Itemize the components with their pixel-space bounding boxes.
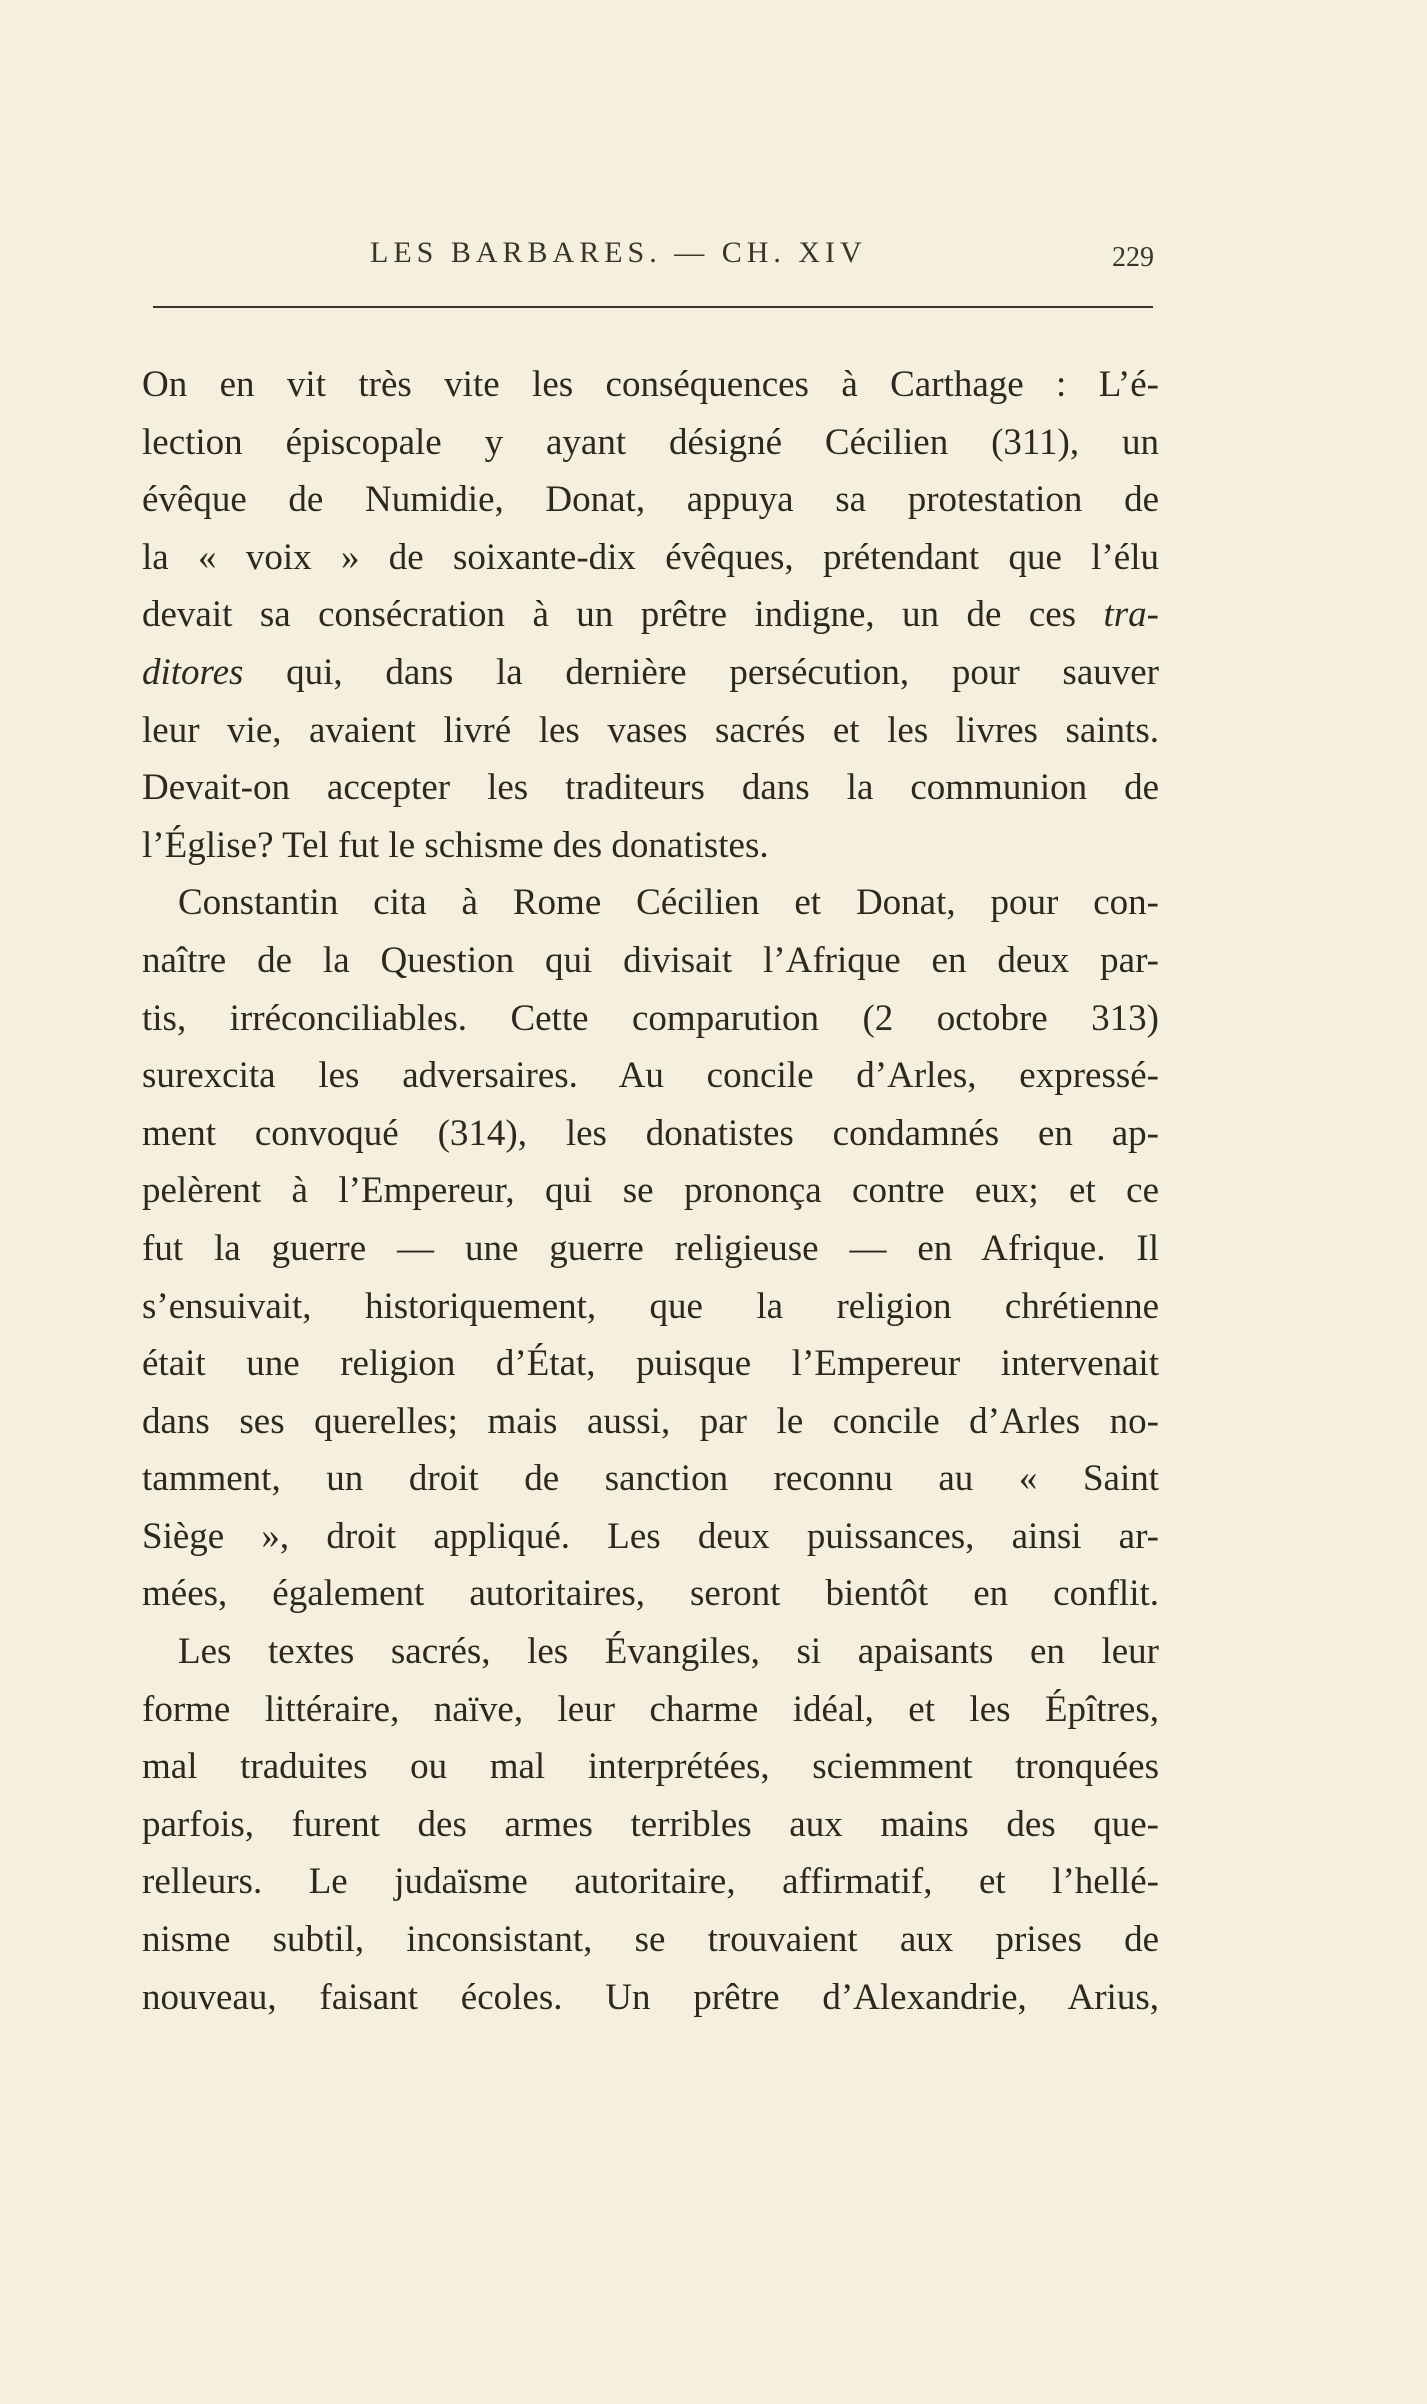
text-line: parfois, furent des armes terribles aux mains des que- (142, 1803, 1159, 1845)
text-line: mées, également autoritaires, seront bientôt en conflit. (142, 1573, 1159, 1615)
text-line: fut la guerre — une guerre religieuse — en Afrique. Il (142, 1227, 1159, 1269)
body-text (142, 356, 1159, 2026)
text-line: surexcita les adversaires. Au concile d’Arles, expressé- (142, 1055, 1159, 1097)
page-number: 229 (1112, 242, 1154, 273)
text-line: tamment, un droit de sanction reconnu au « Saint (142, 1458, 1159, 1500)
italic-term: tra- (1103, 594, 1159, 636)
text-line (142, 586, 1159, 644)
text-segment: qui, dans la dernière persécution, pour sauver (286, 651, 1159, 693)
italic-term: ditores (142, 651, 244, 693)
text-line: pelèrent à l’Empereur, qui se prononça contre eux; et ce (142, 1170, 1159, 1212)
running-head-title: LES BARBARES. — CH. XIV (370, 236, 867, 269)
text-line: la « voix » de soixante-dix évêques, prétendant que l’élu (142, 536, 1159, 578)
text-segment: devait sa consécration à un prêtre indigne, un de ces (142, 594, 1077, 636)
text-line: On en vit très vite les conséquences à Carthage : L’é- (142, 364, 1159, 405)
text-line: relleurs. Le judaïsme autoritaire, affirmatif, et l’hellé- (142, 1861, 1159, 1903)
text-line: dans ses querelles; mais aussi, par le concile d’Arles no- (142, 1400, 1159, 1442)
text-line: Les textes sacrés, les Évangiles, si apaisants en leur (178, 1631, 1159, 1673)
text-line: évêque de Numidie, Donat, appuya sa protestation de (142, 479, 1159, 521)
text-line: tis, irréconciliables. Cette comparution (2 octobre 313) (142, 997, 1159, 1039)
text-line: naître de la Question qui divisait l’Afrique en deux par- (142, 939, 1159, 981)
text-line: mal traduites ou mal interprétées, sciemment tronquées (142, 1746, 1159, 1788)
text-line: ment convoqué (314), les donatistes condamnés en ap- (142, 1112, 1159, 1154)
text-line: Devait-on accepter les traditeurs dans la communion de (142, 767, 1159, 809)
header-rule (153, 306, 1153, 308)
text-line: nisme subtil, inconsistant, se trouvaient aux prises de (142, 1919, 1159, 1961)
text-line: leur vie, avaient livré les vases sacrés et les livres saints. (142, 709, 1159, 751)
text-line (142, 644, 1159, 702)
text-line: nouveau, faisant écoles. Un prêtre d’Alexandrie, Arius, (142, 1976, 1159, 2018)
text-line: l’Église? Tel fut le schisme des donatistes. (142, 824, 769, 866)
text-line: Constantin cita à Rome Cécilien et Donat, pour con- (178, 882, 1159, 924)
text-line: forme littéraire, naïve, leur charme idéal, et les Épîtres, (142, 1688, 1159, 1730)
text-line: était une religion d’État, puisque l’Empereur intervenait (142, 1343, 1159, 1385)
text-line: Siège », droit appliqué. Les deux puissances, ainsi ar- (142, 1515, 1159, 1557)
text-line: s’ensuivait, historiquement, que la religion chrétienne (142, 1285, 1159, 1327)
text-line: lection épiscopale y ayant désigné Cécilien (311), un (142, 421, 1159, 463)
